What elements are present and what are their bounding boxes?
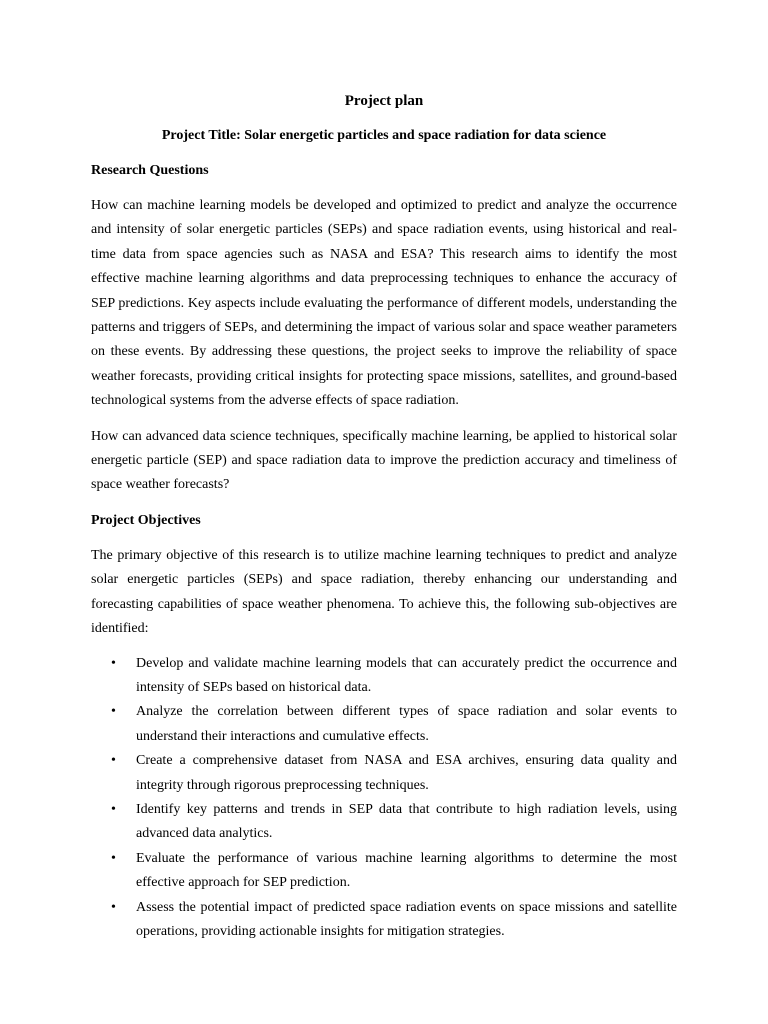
list-item (91, 652, 677, 701)
list-item-text: Create a comprehensive dataset from NASA and ESA archives, ensuring data quality and integrity through rigorous preprocessing techniques. (136, 753, 677, 793)
bullet-icon: • (111, 704, 116, 720)
project-title: Project Title: Solar energetic particles and space radiation for data science (161, 128, 607, 143)
list-item-text: Evaluate the performance of various machine learning algorithms to determine the most effective approach for SEP prediction. (136, 850, 677, 891)
bullet-icon: • (111, 899, 116, 915)
research-questions-heading: Research Questions (91, 163, 209, 178)
list-item (91, 749, 677, 798)
project-objectives-heading: Project Objectives (91, 512, 201, 528)
document-page (91, 89, 677, 944)
list-item (91, 700, 677, 749)
list-item-text: Develop and validate machine learning models that can accurately predict the occurrence and intensity of SEPs based on historical data. (136, 655, 677, 695)
list-item-text: Identify key patterns and trends in SEP data that contribute to high radiation levels, using advanced data analytics. (136, 801, 677, 842)
list-item (91, 798, 677, 847)
document-title: Project plan (344, 93, 424, 109)
research-questions-paragraph-1: How can machine learning models be developed and optimized to predict and analyze the occurrence and intensity of solar energetic particles (SEPs) and space radiation events, using historical and real-time data from space agencies such as NASA and ESA? This research aims to identify the most effective machine learning algorithms and data preprocessing techniques to enhance the accuracy of SEP predictions. Key aspects include evaluating the performance of different models, understanding the patterns and triggers of SEPs, and determining the impact of various solar and space weather parameters on these events. By addressing these questions, the project seeks to improve the reliability of space weather forecasts, providing critical insights for protecting space missions, satellites, and ground-based technological systems from the adverse effects of space radiation. (91, 198, 677, 409)
list-item (91, 896, 677, 945)
bullet-icon: • (111, 850, 116, 866)
list-item-text: Assess the potential impact of predicted space radiation events on space missions and satellite operations, providing actionable insights for mitigation strategies. (136, 899, 677, 939)
project-objectives-intro: The primary objective of this research is to utilize machine learning techniques to predict and analyze solar energetic particles (SEPs) and space radiation, thereby enhancing our understanding and forecasting capabilities of space weather phenomena. To achieve this, the following sub-objectives are identified: (91, 547, 677, 637)
list-item (91, 847, 677, 896)
list-item-text: Analyze the correlation between different types of space radiation and solar events to understand their interactions and cumulative effects. (136, 704, 677, 744)
objectives-list (91, 652, 677, 945)
bullet-icon: • (111, 753, 116, 769)
research-questions-paragraph-2: How can advanced data science techniques, specifically machine learning, be applied to historical solar energetic particle (SEP) and space radiation data to improve the prediction accuracy and timeliness of space weather forecasts? (91, 428, 677, 493)
bullet-icon: • (111, 801, 116, 817)
bullet-icon: • (111, 655, 116, 671)
